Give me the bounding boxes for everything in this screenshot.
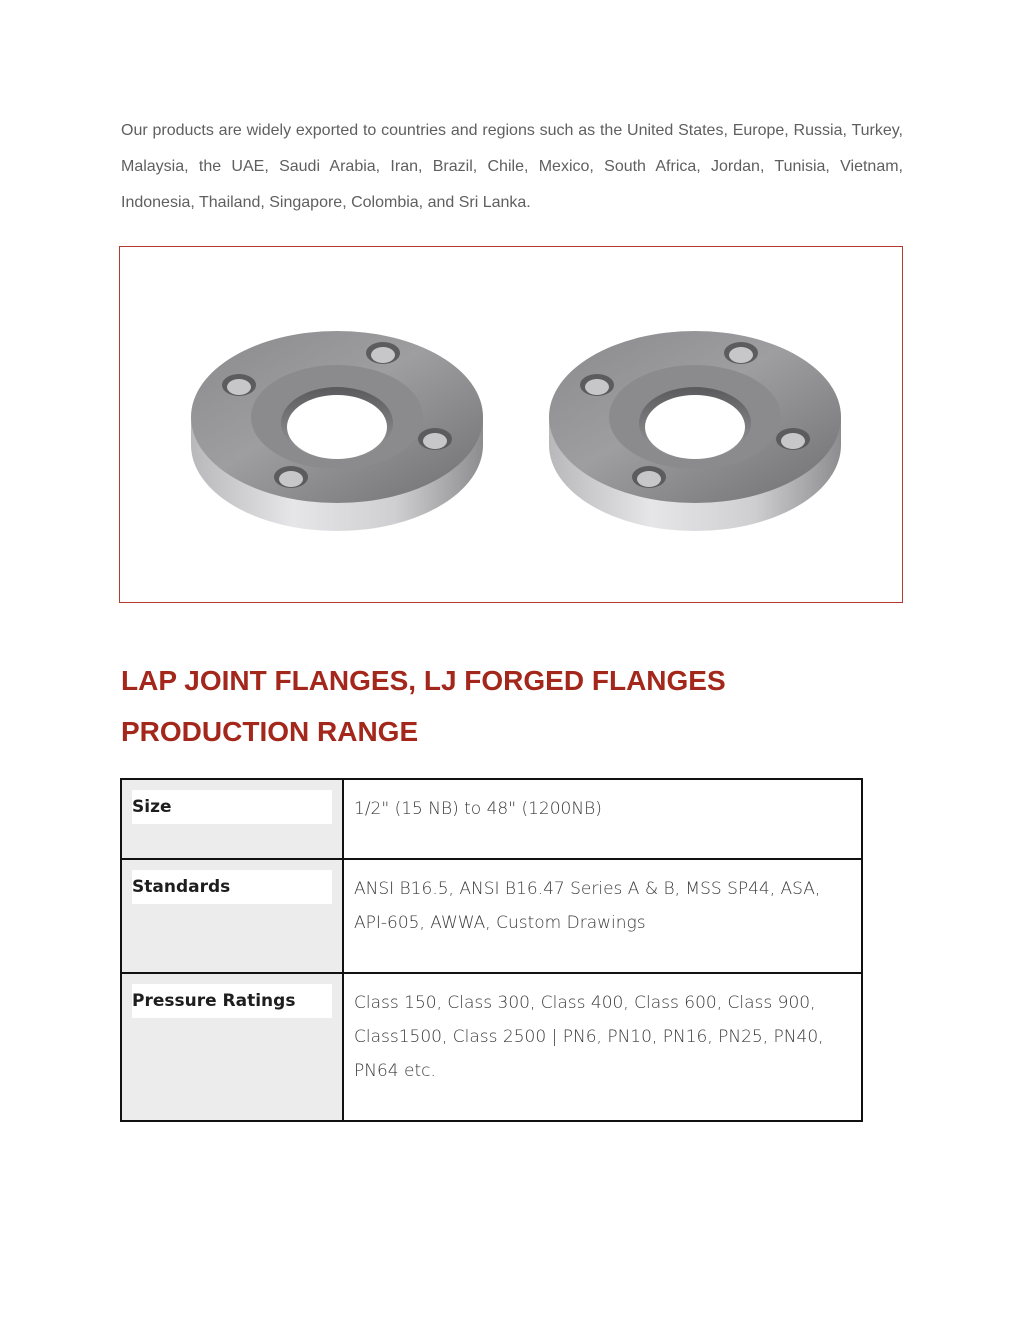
row-label-cell (121, 973, 343, 1121)
row-label-cell (121, 779, 343, 859)
row-label-cell (121, 859, 343, 973)
row-label: Size (132, 790, 332, 824)
row-value: Class 150, Class 300, Class 400, Class 600, Class 900, Class1500, Class 2500 | PN6, PN10, PN16, PN25, PN40, PN64 etc. (343, 973, 862, 1121)
row-label: Pressure Ratings (132, 984, 332, 1018)
section-heading (121, 655, 881, 757)
table-row (121, 973, 862, 1121)
heading-line-1: LAP JOINT FLANGES, LJ FORGED FLANGES (121, 665, 726, 696)
row-label: Standards (132, 870, 332, 904)
row-value: ANSI B16.5, ANSI B16.47 Series A & B, MSS SP44, ASA, API-605, AWWA, Custom Drawings (343, 859, 862, 973)
intro-paragraph: Our products are widely exported to countries and regions such as the United States, Europe, Russia, Turkey, Malaysia, the UAE, Saudi Arabia, Iran, Brazil, Chile, Mexico, South Africa, Jordan, Tunisia, Vietnam, Indonesia, Thailand, Singapore, Colombia, and Sri Lanka. (121, 122, 903, 211)
heading-line-2: PRODUCTION RANGE (121, 716, 419, 747)
row-value: 1/2" (15 NB) to 48" (1200NB) (343, 779, 862, 859)
production-range-table (120, 778, 863, 1122)
table-row (121, 779, 862, 859)
table-row (121, 859, 862, 973)
product-image-frame (119, 246, 903, 603)
flanges-image (120, 247, 902, 602)
